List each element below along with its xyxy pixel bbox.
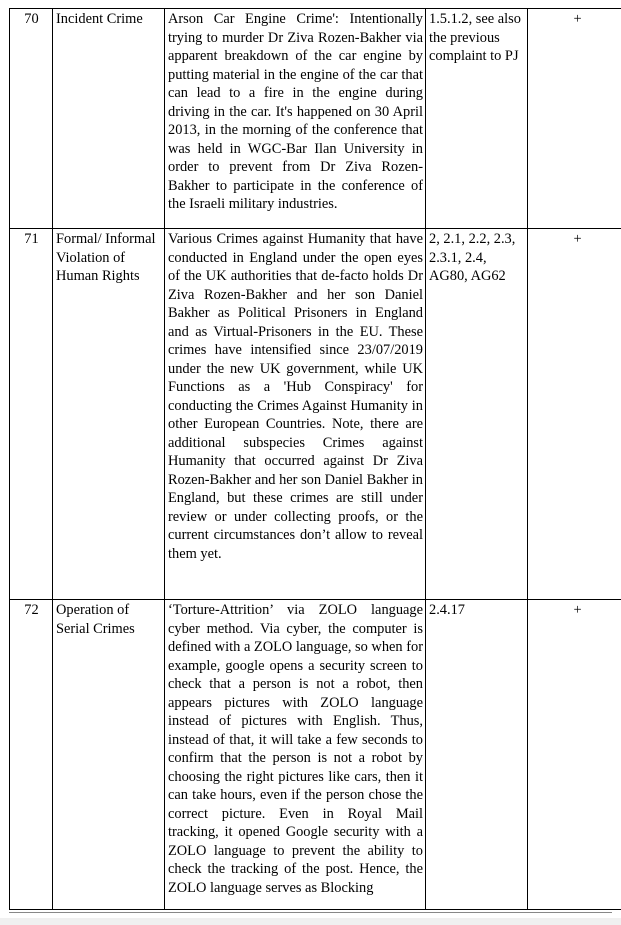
crimes-table [9,8,621,910]
crime-category: Formal/ Informal Violation of Human Rights [53,229,165,600]
row-number: 72 [10,600,53,910]
table-row [10,600,621,910]
crime-category: Incident Crime [53,9,165,229]
row-number: 70 [10,9,53,229]
crime-description: ‘Torture-Attrition’ via ZOLO language cyber method. Via cyber, the computer is defined with a ZOLO language, so when for example, google opens a security screen to check that a person is not a robot, then appears pictures with ZOLO language instead of pictures with English. Thus, instead of that, it will take a few seconds to confirm that the person is not a robot by choosing the right pictures like cars, then it can take hours, even if the person chose the correct picture. Even in Royal Mail tracking, it opened Google security with a ZOLO language to prevent the ability to check the tracking of the post. Hence, the ZOLO language serves as Blocking [168,602,423,896]
reference: 2, 2.1, 2.2, 2.3, 2.3.1, 2.4, AG80, AG62 [426,229,528,600]
mark: + [528,229,621,600]
mark: + [528,600,621,910]
page-bottom-divider [9,912,612,913]
crime-category: Operation of Serial Crimes [53,600,165,910]
mark: + [528,9,621,229]
reference: 1.5.1.2, see also the previous complaint to PJ [426,9,528,229]
crime-description: Various Crimes against Humanity that have conducted in England under the open eyes of the UK authorities that de-facto holds Dr Ziva Rozen-Bakher and her son Daniel Bakher as Political Prisoners in England and as Virtual-Prisoners in the EU. These crimes have intensified since 23/07/2019 under the new UK government, while UK Functions as a 'Hub Conspiracy' for conducting the Crimes Against Humanity in other European Countries. Note, there are additional subspecies Crimes against Humanity that occurred against Dr Ziva Rozen-Bakher and her son Daniel Bakher in England, but these crimes are still under review or under collecting proofs, or the current circumstances don’t allow to reveal them yet. [165,229,426,600]
crime-description: Arson Car Engine Crime': Intentionally trying to murder Dr Ziva Rozen-Bakher via apparent breakdown of the car engine by putting material in the engine of the car that can lead to a fire in the engine during driving in the car. It's happened on 30 April 2013, in the morning of the conference that was held in WGC-Bar Ilan University in order to prevent from Dr Ziva Rozen-Bakher to participate in the conference of the Israeli military industries. [165,9,426,229]
crime-description-cell [165,600,426,910]
table-row [10,9,621,229]
table-row [10,229,621,600]
reference: 2.4.17 [426,600,528,910]
page-bottom-edge [0,918,621,925]
row-number: 71 [10,229,53,600]
